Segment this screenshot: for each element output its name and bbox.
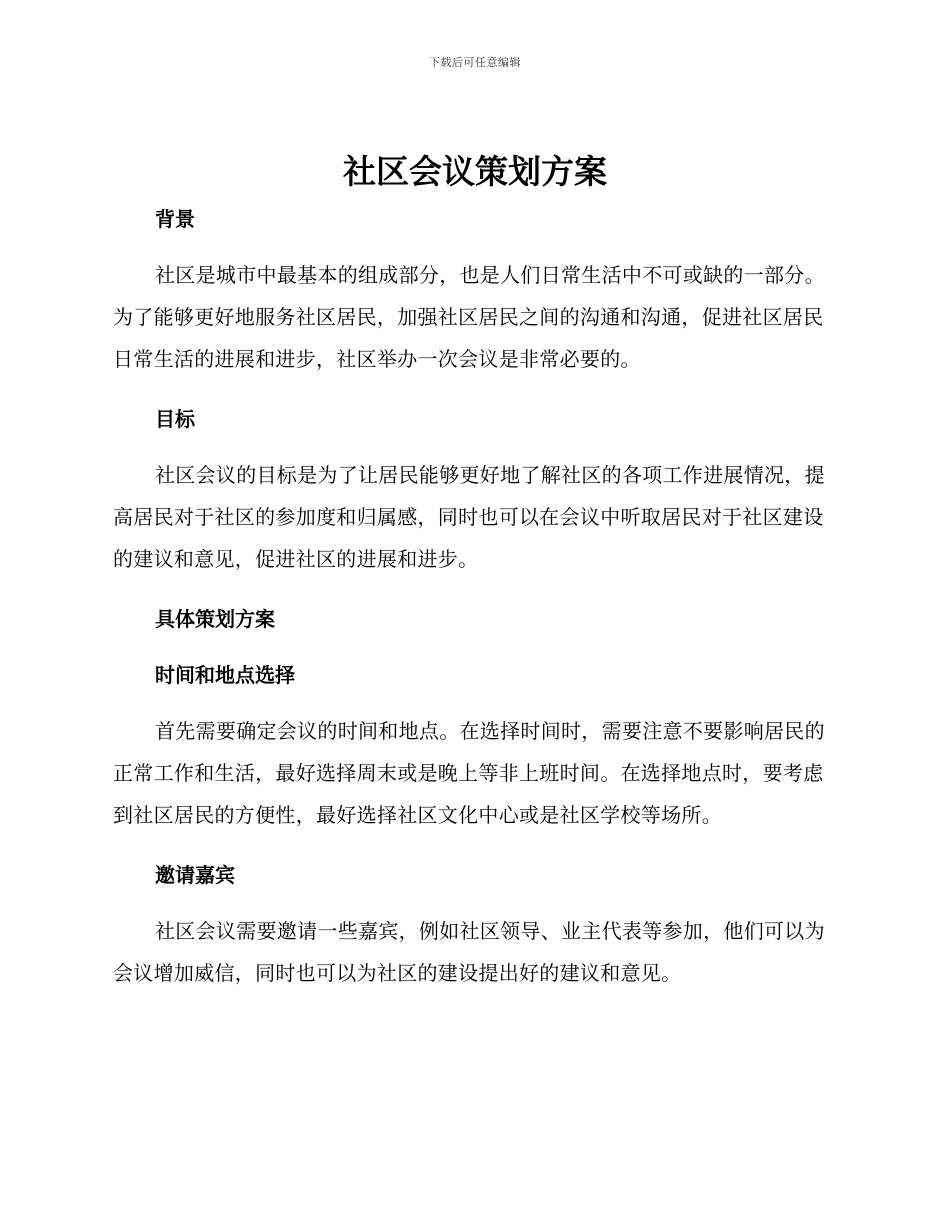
page-header-note: 下载后可任意编辑 <box>429 56 521 69</box>
document-title: 社区会议策划方案 <box>343 152 607 191</box>
document-body <box>113 202 833 994</box>
section-heading-background: 背景 <box>155 207 195 231</box>
section-heading-time-location: 时间和地点选择 <box>155 663 295 687</box>
section-paragraph-goals: 社区会议的目标是为了让居民能够更好地了解社区的各项工作进展情况，提高居民对于社区的参加度和归属感，同时也可以在会议中听取居民对于社区建设的建议和意见，促进社区的进展和进步。 <box>113 463 825 571</box>
section-paragraph-time-location: 首先需要确定会议的时间和地点。在选择时间时，需要注意不要影响居民的正常工作和生活，最好选择周末或是晚上等非上班时间。在选择地点时，要考虑到社区居民的方便性，最好选择社区文化中心或是社区学校等场所。 <box>113 719 825 827</box>
section-paragraph-background: 社区是城市中最基本的组成部分，也是人们日常生活中不可或缺的一部分。为了能够更好地服务社区居民，加强社区居民之间的沟通和沟通，促进社区居民日常生活的进展和进步，社区举办一次会议是非常必要的。 <box>113 263 825 371</box>
section-heading-goals: 目标 <box>155 407 195 431</box>
section-heading-guests: 邀请嘉宾 <box>155 863 235 887</box>
section-heading-plan: 具体策划方案 <box>155 607 275 631</box>
section-paragraph-guests: 社区会议需要邀请一些嘉宾，例如社区领导、业主代表等参加，他们可以为会议增加威信，同时也可以为社区的建设提出好的建议和意见。 <box>113 919 825 985</box>
